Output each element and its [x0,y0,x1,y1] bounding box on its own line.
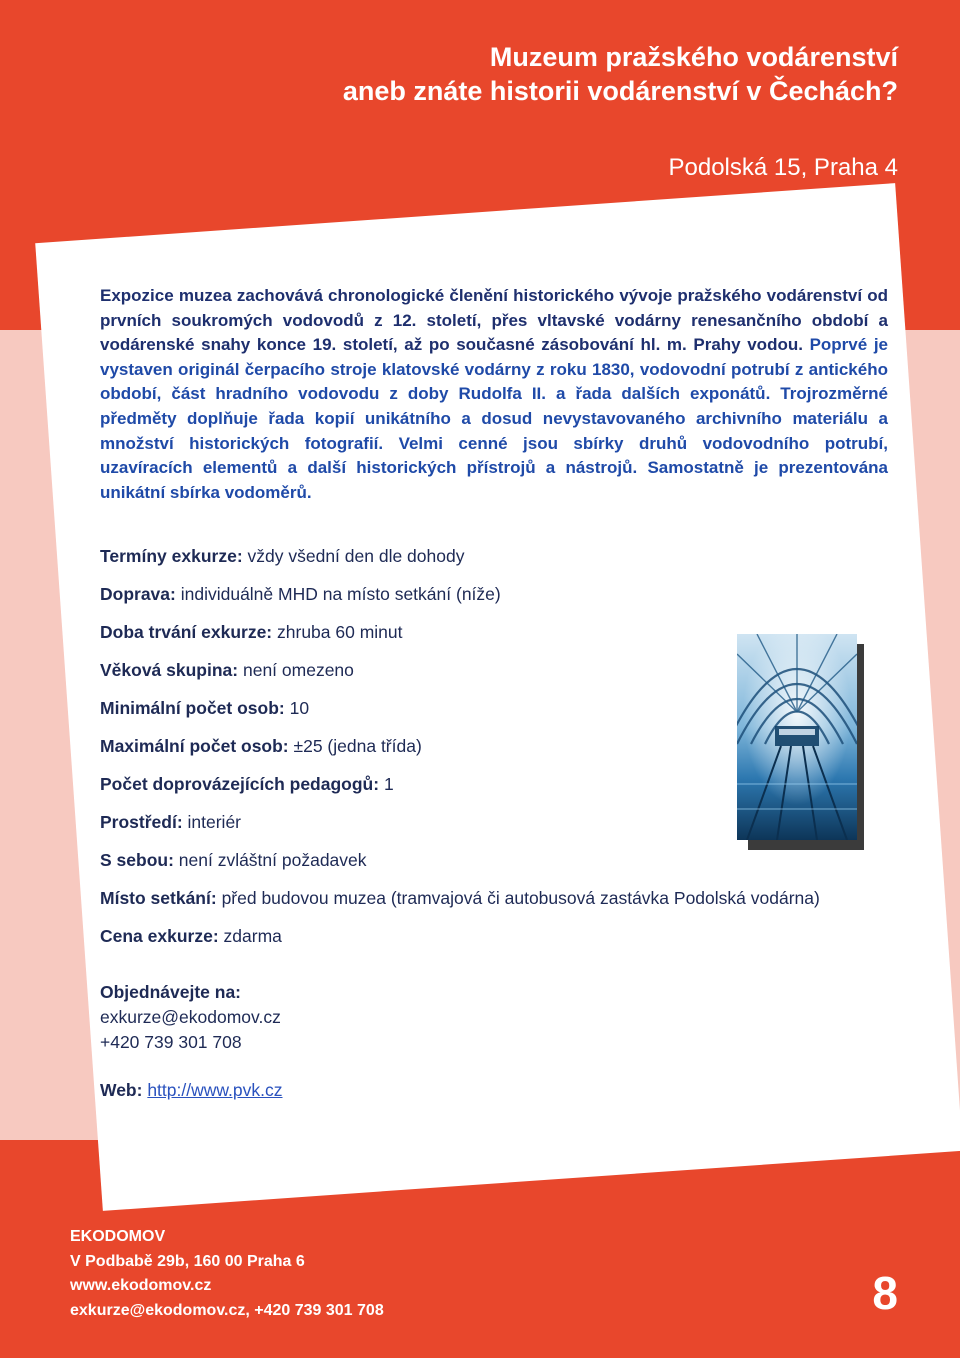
page-number: 8 [872,1267,898,1319]
info-row-age-group [100,660,354,681]
order-contact [100,980,281,1055]
info-row-price [100,926,282,947]
info-value: není zvláštní požadavek [173,850,367,870]
info-row-min-people [100,698,309,719]
info-value: 1 [379,774,394,794]
footer-org: EKODOMOV [70,1228,166,1245]
intro-rest: Poprvé je vystaven originál čerpacího stroje klatovské vodárny z roku 1830, vodovodní potrubí z antického období, část hradního vodovodu z doby Rudolfa II. a řada dalších exponátů. Trojrozměrné předměty doplňuje řada kopií unikátního a dosud nevystavovaného archivního materiálu a množství historických fotografií. Velmi cenné jsou sbírky druhů vodovodního potrubí, uzavíracích elementů a další historických přístrojů a nástrojů. Samostatně je prezentována unikátní sbírka vodoměrů. [100,335,888,502]
info-row-max-people [100,736,422,757]
info-value: není omezeno [238,660,354,680]
info-label: Místo setkání: [100,888,217,908]
footer-contact-line[interactable]: exkurze@ekodomov.cz, +420 739 301 708 [70,1301,384,1319]
title-line-2: aneb znáte historii vodárenství v Čechách? [342,76,898,106]
info-value: ±25 (jedna třída) [288,736,422,756]
title-line-1: Muzeum pražského vodárenství [489,42,898,72]
web-link[interactable]: http://www.pvk.cz [147,1080,283,1100]
museum-hall-illustration [737,634,857,840]
order-email[interactable]: exkurze@ekodomov.cz [100,1007,281,1027]
info-row-duration [100,622,403,643]
footer-site[interactable]: www.ekodomov.cz [70,1277,212,1294]
intro-lead: Expozice muzea zachovává chronologické členění historického vývoje pražského vodárenství od prvních soukromých vodovodů z 12. století, přes vltavské vodárny renesančního období a vodárenské snahy konce 19. století, až po současné zásobování hl. m. Prahy vodou. [100,286,888,355]
info-label: S sebou: [100,850,174,870]
museum-hall-photo [737,634,857,840]
web-label: Web: [100,1080,143,1100]
info-value: vždy všední den dle dohody [242,546,465,566]
page-title [343,40,898,108]
order-phone[interactable]: +420 739 301 708 [100,1032,242,1052]
info-label: Termíny exkurze: [100,546,243,566]
info-row-dates [100,546,464,567]
footer-contact [70,1225,384,1323]
info-value: interiér [182,812,242,832]
info-label: Počet doprovázejících pedagogů: [100,774,380,794]
info-value: před budovou muzea (tramvajová či autobusová zastávka Podolská vodárna) [216,888,820,908]
info-label: Maximální počet osob: [100,736,289,756]
info-row-teachers [100,774,394,795]
web-line [100,1080,283,1101]
info-value: 10 [284,698,310,718]
info-label: Věková skupina: [100,660,239,680]
info-label: Doba trvání exkurze: [100,622,273,642]
museum-address: Podolská 15, Praha 4 [668,154,898,181]
info-row-transport [100,584,501,605]
info-label: Cena exkurze: [100,926,219,946]
info-value: zhruba 60 minut [272,622,403,642]
info-row-bring [100,850,367,871]
footer-address: V Podbabě 29b, 160 00 Praha 6 [70,1252,305,1270]
info-value: individuálně MHD na místo setkání (níže) [175,584,501,604]
info-row-meeting-place [100,888,820,909]
intro-paragraph [100,284,888,505]
info-label: Doprava: [100,584,176,604]
info-label: Prostředí: [100,812,183,832]
order-label: Objednávejte na: [100,982,242,1002]
info-row-environment [100,812,241,833]
info-label: Minimální počet osob: [100,698,285,718]
info-value: zdarma [218,926,282,946]
